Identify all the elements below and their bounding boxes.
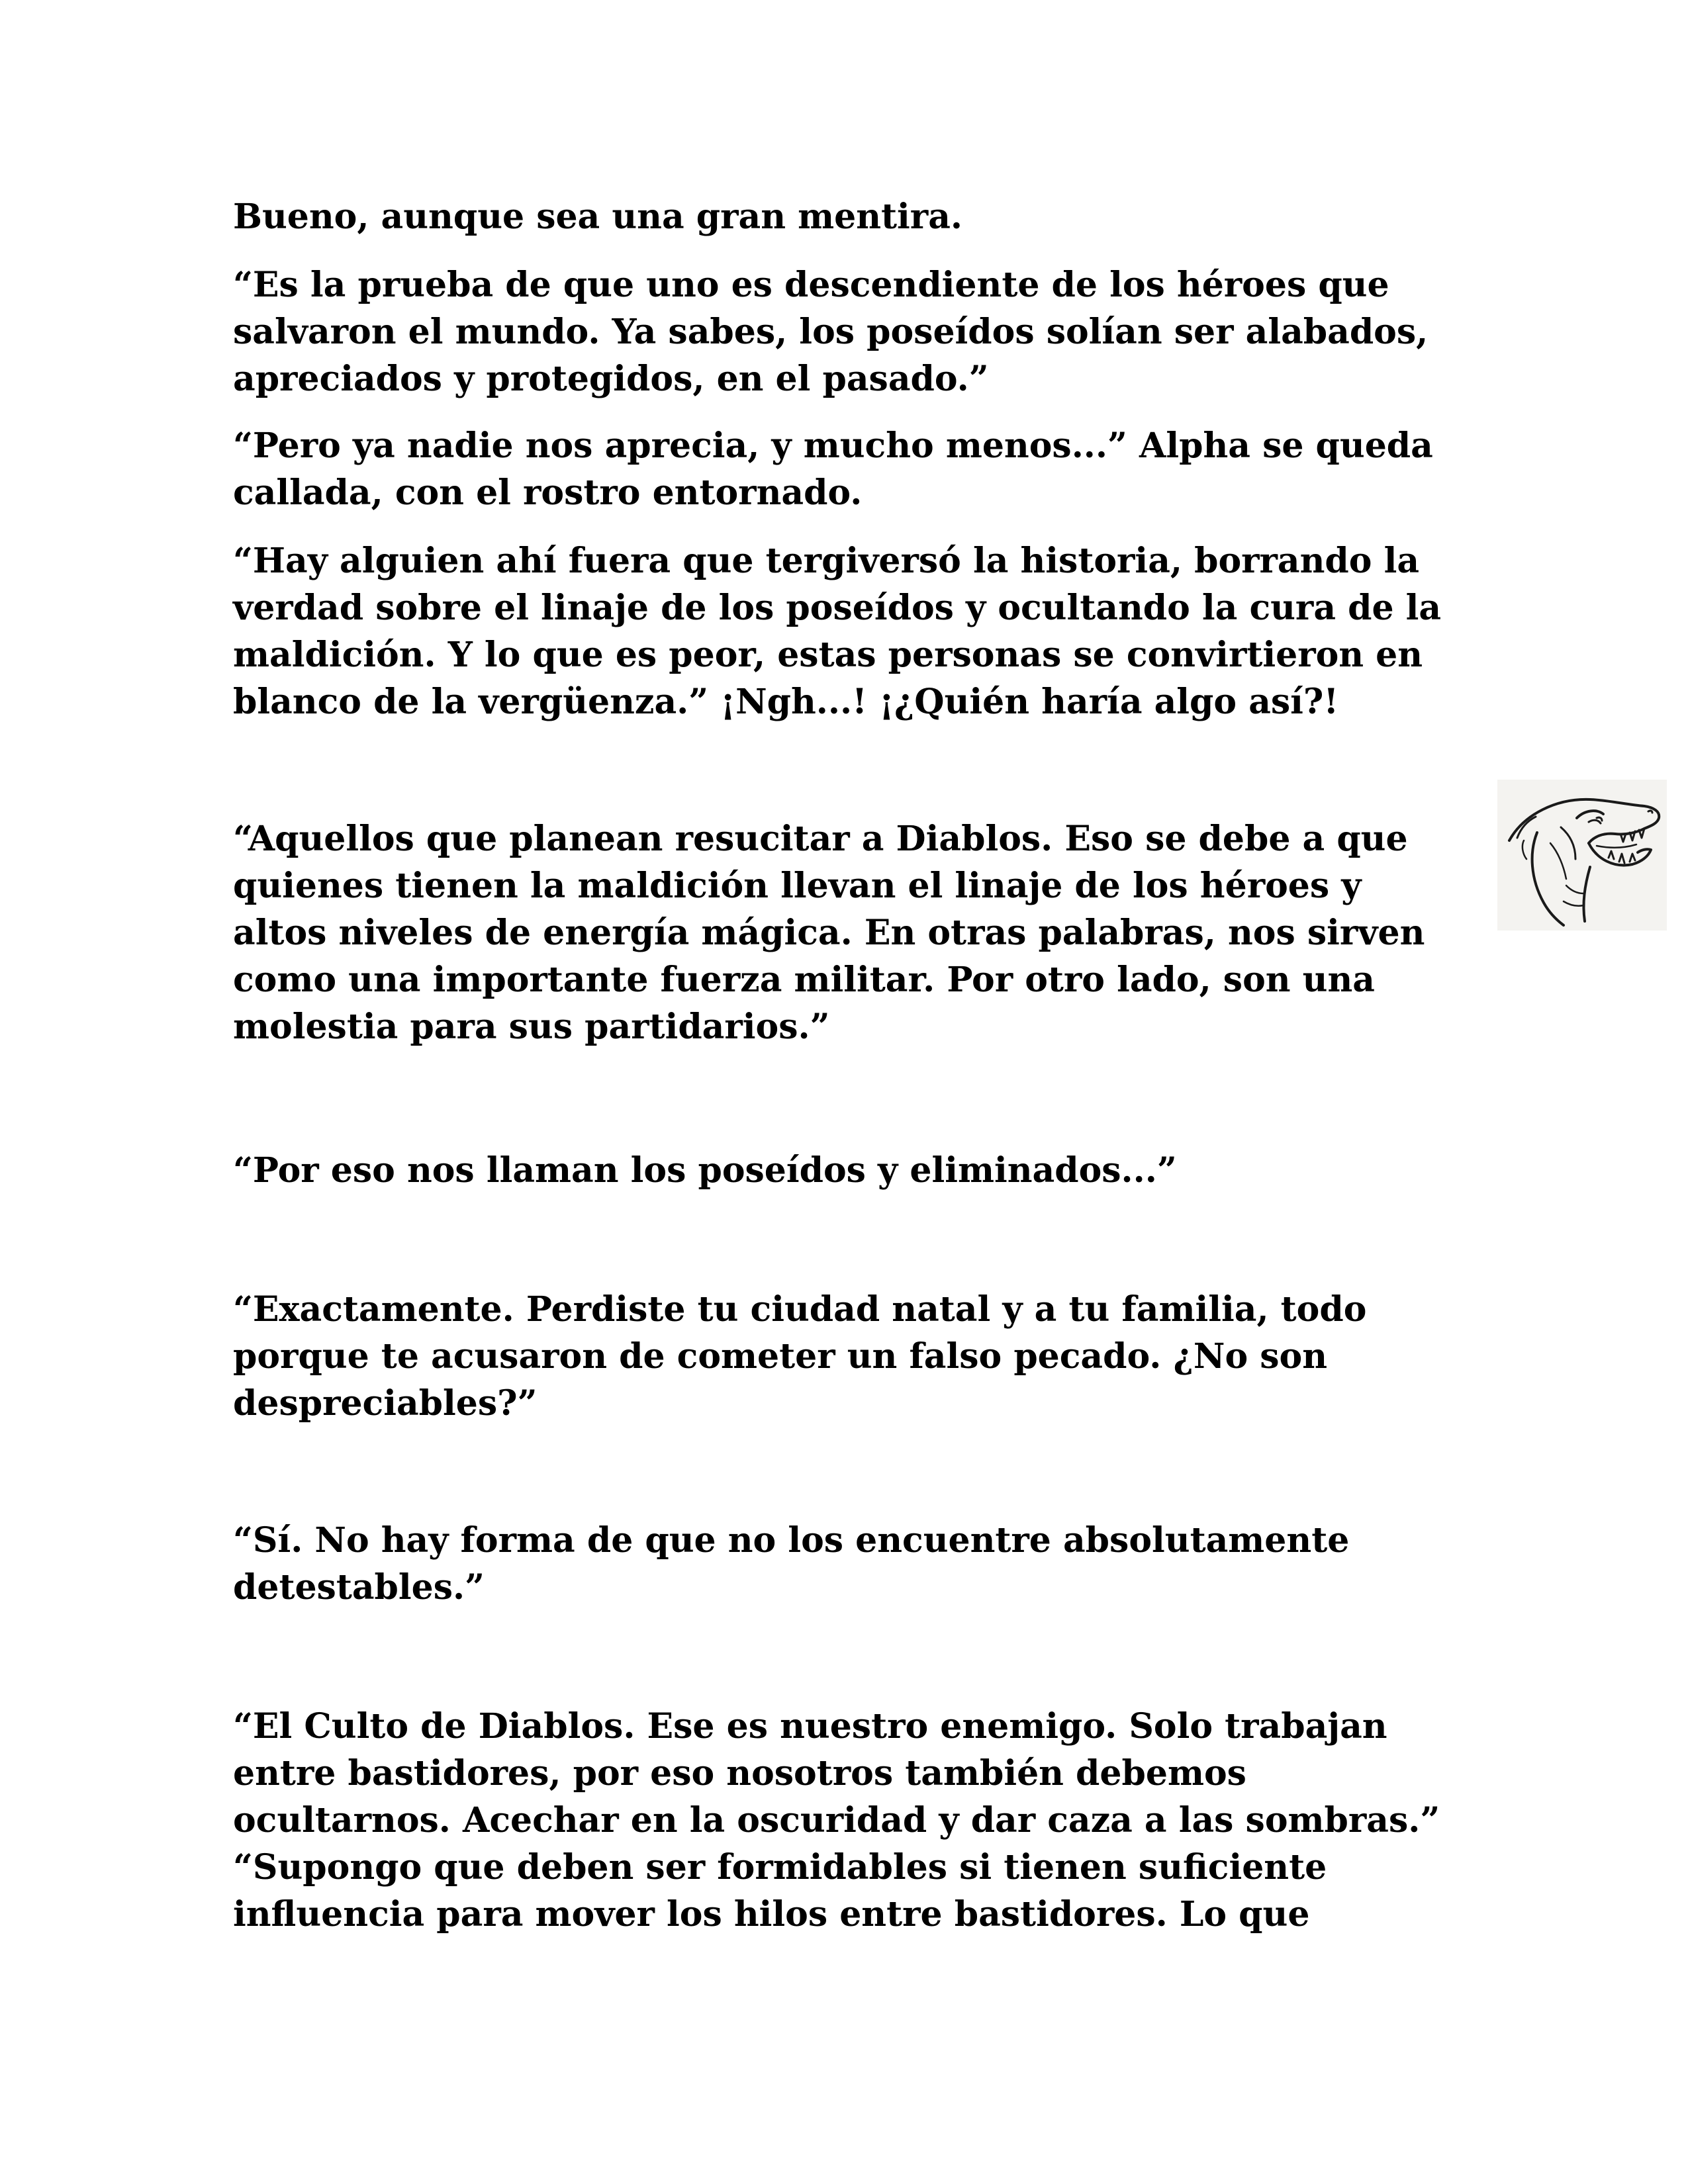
paragraph-5: “Aquellos que planean resucitar a Diablos. Eso se debe a que quienes tienen la maldición llevan el linaje de los héroes y altos niveles de energía mágica. En otras palabras, nos sirven como una importante fuerza militar. Por otro lado, son una molestia para sus partidarios.” xyxy=(233,819,1425,1047)
paragraph-9: “El Culto de Diablos. Ese es nuestro enemigo. Solo trabajan entre bastidores, por eso nosotros también debemos ocultarnos. Acechar en la oscuridad y dar caza a las sombras.” “Supongo que deben ser formidables si tienen suficiente influencia para mover los hilos entre bastidores. Lo que xyxy=(233,1706,1440,1934)
paragraph-2: “Es la prueba de que uno es descendiente de los héroes que salvaron el mundo. Ya sabes, los poseídos solían ser alabados, apreciados y protegidos, en el pasado.” xyxy=(233,265,1429,399)
paragraph-7: “Exactamente. Perdiste tu ciudad natal y a tu familia, todo porque te acusaron de cometer un falso pecado. ¿No son despreciables?” xyxy=(233,1289,1367,1424)
dinosaur-head-sketch-icon xyxy=(1497,780,1667,931)
paragraph-3: “Pero ya nadie nos aprecia, y mucho menos...” Alpha se queda callada, con el rostro entornado. xyxy=(233,426,1433,513)
paragraph-4: “Hay alguien ahí fuera que tergiversó la historia, borrando la verdad sobre el linaje de los poseídos y ocultando la cura de la maldición. Y lo que es peor, estas personas se convirtieron en blanco de la vergüenza.” ¡Ngh...! ¡¿Quién haría algo así?! xyxy=(233,541,1442,722)
paragraph-8: “Sí. No hay forma de que no los encuentre absolutamente detestables.” xyxy=(233,1520,1350,1608)
paragraph-6: “Por eso nos llaman los poseídos y eliminados...” xyxy=(233,1150,1177,1191)
paragraph-1: Bueno, aunque sea una gran mentira. xyxy=(233,197,963,237)
